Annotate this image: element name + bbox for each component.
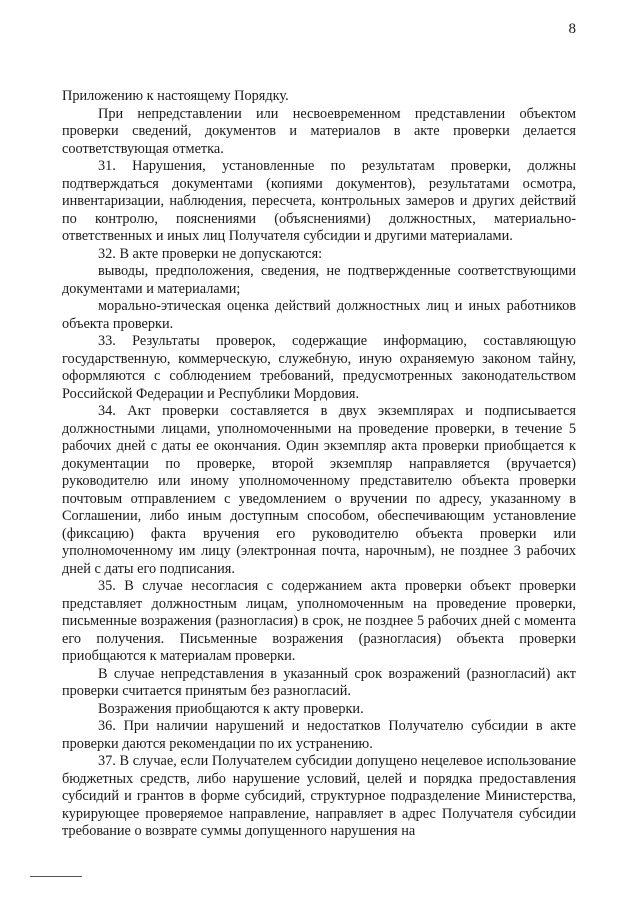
paragraph-missing-documents: При непредставлении или несвоевременном представлении объектом проверки сведений, документов и материалов в акте проверки делается соответствующая отметка. [62,105,576,157]
paragraph-32-ethics: морально-этическая оценка действий должностных лиц и иных работников объекта проверки. [62,298,576,332]
paragraph-35-no-objections: В случае непредставления в указанный срок возражений (разногласий) акт проверки считается принятым без разногласий. [62,665,576,699]
paragraph-32-conclusions: выводы, предположения, сведения, не подтвержденные соответствующими документами и материалами; [62,263,576,297]
paragraph-31: 31. Нарушения, установленные по результатам проверки, должны подтверждаться документами (копиями документов), результатами осмотра, инвентаризации, наблюдения, пересчета, контрольных замеров и других действий по контролю, пояснениями (объяснениями) должностных, материально-ответственных и иных лиц Получателя субсидии и другими материалами. [62,158,576,244]
footnote-separator [30,876,82,877]
paragraph-35: 35. В случае несогласия с содержанием акта проверки объект проверки представляет должностным лицам, уполномоченным на проведение проверки, письменные возражения (разногласия) в срок, не позднее 5 рабочих дней с момента его получения. Письменные возражения (разногласия) объекта проверки приобщаются к материалам проверки. [62,578,576,664]
paragraph-33: 33. Результаты проверок, содержащие информацию, составляющую государственную, коммерческую, служебную, иную охраняемую законом тайну, оформляются с соблюдением требований, предусмотренных законодательством Российской Федерации и Республики Мордовия. [62,333,576,402]
paragraph-34: 34. Акт проверки составляется в двух экземплярах и подписывается должностными лицами, уполномоченными на проведение проверки, в течение 5 рабочих дней с даты ее окончания. Один экземпляр акта проверки приобщается к документации по проверке, второй экземпляр направляется (вручается) руководителю или иному уполномоченному представителю объекта проверки почтовым отправлением с уведомлением о вручении по адресу, указанному в Соглашении, либо иным доступным способом, обеспечивающим установление (фиксацию) факта вручения его руководителю объекта проверки или уполномоченному им лицу (электронная почта, нарочным), не позднее 3 рабочих дней с даты его подписания. [62,403,576,577]
page-number: 8 [568,21,576,37]
paragraph-continuation: Приложению к настоящему Порядку. [62,88,289,104]
paragraph-35-objections-attached: Возражения приобщаются к акту проверки. [98,700,364,717]
document-body [62,88,576,841]
paragraph-36: 36. При наличии нарушений и недостатков Получателю субсидии в акте проверки даются рекомендации по их устранению. [62,718,576,752]
paragraph-32: 32. В акте проверки не допускаются: [98,245,323,262]
paragraph-37: 37. В случае, если Получателем субсидии допущено нецелевое использование бюджетных средств, либо нарушение условий, целей и порядка предоставления субсидий и грантов в форме субсидий, структурное подразделение Министерства, курирующее проверяемое направление, направляет в адрес Получателя субсидии требование о возврате суммы допущенного нарушения на [62,753,576,839]
